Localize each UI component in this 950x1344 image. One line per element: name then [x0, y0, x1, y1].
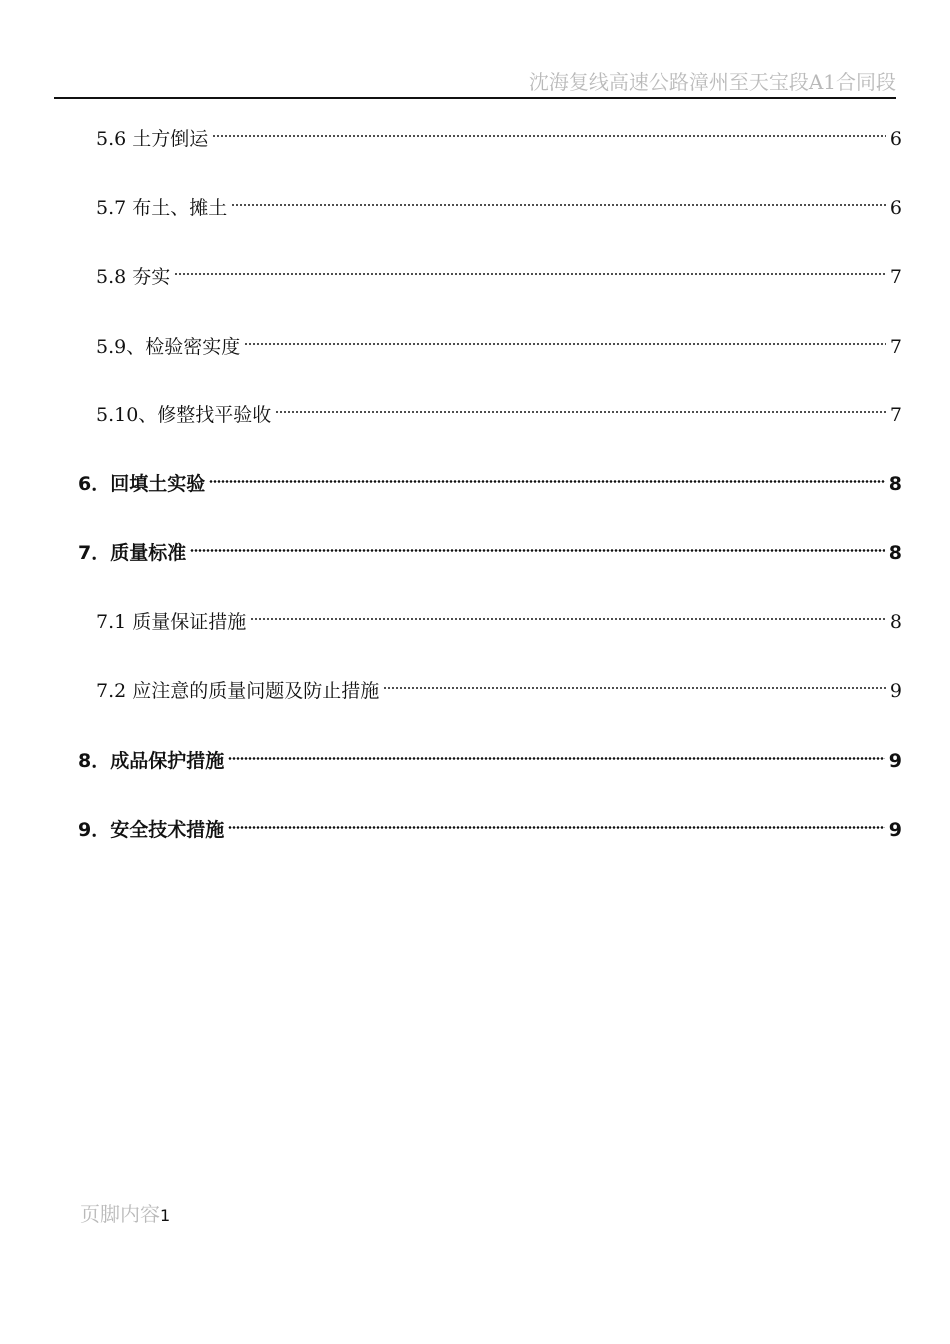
toc-entry-5-10[interactable] [96, 400, 902, 430]
toc-entry-5-7[interactable] [96, 193, 902, 223]
toc-entry-page: 6 [889, 128, 902, 150]
page-footer [80, 1198, 170, 1227]
toc-dot-leader [190, 549, 885, 552]
toc-dot-leader [275, 411, 886, 413]
toc-entry-page: 7 [889, 336, 902, 358]
toc-entry-page: 8 [888, 542, 902, 564]
toc-dot-leader [228, 757, 885, 760]
toc-entry-label: 5.8 夯实 [96, 266, 171, 288]
toc-entry-label: 9．安全技术措施 [78, 819, 225, 841]
toc-dot-leader [174, 273, 886, 275]
toc-entry-page: 6 [889, 197, 902, 219]
toc-entry-page: 8 [888, 473, 902, 495]
toc-dot-leader [250, 618, 886, 620]
toc-entry-label: 7．质量标准 [78, 542, 187, 564]
toc-dot-leader [383, 687, 886, 689]
toc-entry-5-8[interactable] [96, 262, 902, 292]
toc-dot-leader [231, 204, 886, 206]
toc-dot-leader [212, 135, 886, 137]
toc-entry-label: 6．回填土实验 [78, 473, 206, 495]
toc-entry-label: 8．成品保护措施 [78, 750, 225, 772]
toc-dot-leader [228, 826, 885, 829]
toc-entry-page: 7 [889, 266, 902, 288]
toc-entry-8[interactable] [78, 746, 902, 776]
footer-page-number: 1 [160, 1206, 171, 1225]
page-header-title: 沈海复线高速公路漳州至天宝段A1合同段 [528, 70, 896, 94]
toc-entry-label: 5.9、检验密实度 [96, 336, 241, 358]
toc-entry-page: 7 [889, 404, 902, 426]
header-divider [54, 97, 896, 99]
toc-entry-7-1[interactable] [96, 607, 902, 637]
toc-dot-leader [209, 480, 885, 483]
toc-entry-label: 5.6 土方倒运 [96, 128, 209, 150]
toc-entry-page: 9 [889, 680, 902, 702]
toc-entry-6[interactable] [78, 469, 902, 499]
toc-entry-label: 5.7 布土、摊土 [96, 197, 228, 219]
toc-entry-page: 9 [888, 819, 902, 841]
toc-entry-7-2[interactable] [96, 676, 902, 706]
toc-entry-5-6[interactable] [96, 124, 902, 154]
toc-entry-page: 8 [889, 611, 902, 633]
toc-entry-page: 9 [888, 750, 902, 772]
toc-entry-label: 7.1 质量保证措施 [96, 611, 247, 633]
toc-entry-label: 7.2 应注意的质量问题及防止措施 [96, 680, 380, 702]
toc-entry-9[interactable] [78, 815, 902, 845]
toc-dot-leader [244, 343, 886, 345]
footer-label: 页脚内容 [80, 1202, 160, 1226]
toc-entry-5-9[interactable] [96, 332, 902, 362]
toc-entry-7[interactable] [78, 538, 902, 568]
toc-entry-label: 5.10、修整找平验收 [96, 404, 272, 426]
